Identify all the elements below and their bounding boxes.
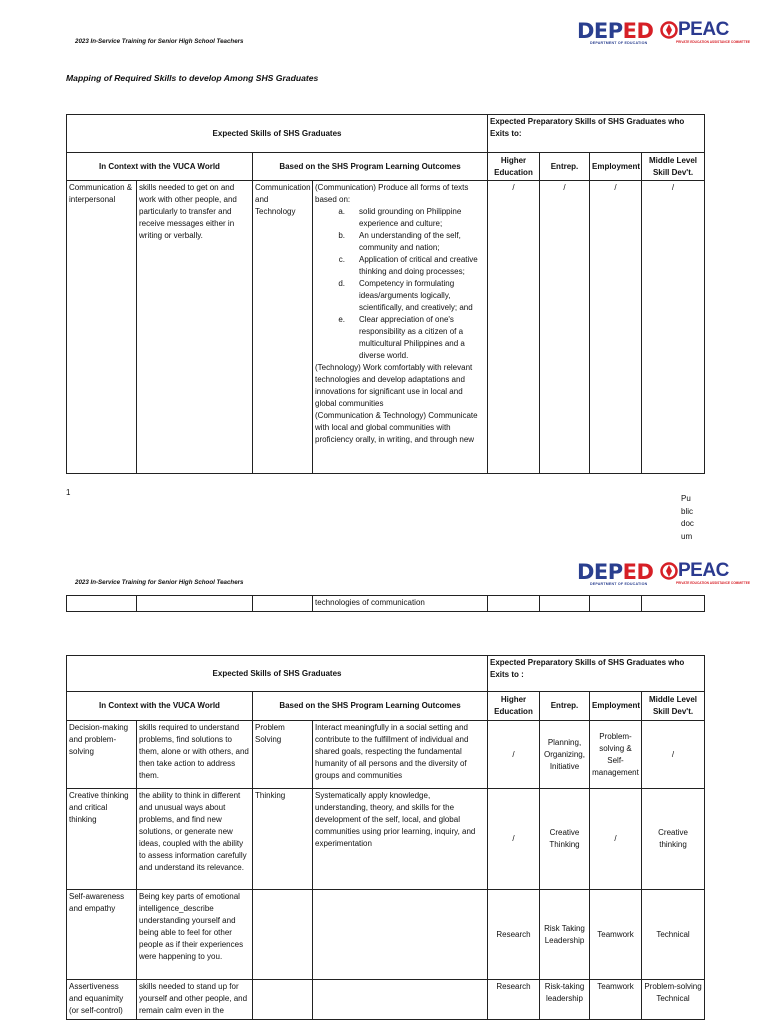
peac-subtitle: PRIVATE EDUCATION ASSISTANCE COMMITTEE bbox=[676, 40, 751, 44]
deped-logo bbox=[577, 19, 653, 43]
peac-logo-text: PEAC bbox=[678, 19, 729, 40]
middle-level-cell: / bbox=[642, 181, 705, 474]
preparatory-skills-header: Expected Preparatory Skills of SHS Graduates who Exits to: bbox=[488, 115, 705, 153]
deped-subtitle-page2: DEPARTMENT OF EDUCATION bbox=[590, 582, 648, 586]
peac-logo-page2 bbox=[660, 560, 729, 582]
list-text: An understanding of the self, community and nation; bbox=[359, 231, 461, 252]
empty-cell bbox=[253, 596, 313, 612]
peac-logo bbox=[660, 19, 729, 41]
employment-header: Employment bbox=[590, 153, 642, 181]
employment-header: Employment bbox=[590, 692, 642, 721]
outcome-cell: Interact meaningfully in a social setting and contribute to the fulfillment of individual and shared goals, respecting the fundamental humanity of all persons and the diversity of groups and communities bbox=[313, 721, 488, 789]
deped-logo-part2: ED bbox=[622, 560, 654, 584]
description-cell: the ability to think in different and unusual ways about problems, and find new solutions, or generate new ideas, coupled with the ability to assess information carefully and understand its relevance. bbox=[137, 789, 253, 890]
empty-cell bbox=[488, 596, 540, 612]
public-doc-line: um bbox=[681, 531, 693, 541]
higher-education-cell: / bbox=[488, 721, 540, 789]
outcome-intro: (Communication) Produce all forms of texts based on: bbox=[315, 183, 469, 204]
empty-cell bbox=[67, 596, 137, 612]
public-doc-line: Pu bbox=[681, 494, 691, 503]
employment-cell: Teamwork bbox=[590, 890, 642, 980]
higher-education-header: Higher Education bbox=[488, 692, 540, 721]
higher-education-header: Higher Education bbox=[488, 153, 540, 181]
skill-cell: Self-awareness and empathy bbox=[67, 890, 137, 980]
skill-cell: Communication & interpersonal bbox=[67, 181, 137, 474]
peac-subtitle-page2: PRIVATE EDUCATION ASSISTANCE COMMITTEE bbox=[676, 581, 751, 585]
middle-level-cell: Creative thinking bbox=[642, 789, 705, 890]
outcome-list-item bbox=[315, 230, 485, 254]
header-training-title-page2: 2023 In-Service Training for Senior High School Teachers bbox=[75, 579, 244, 586]
outcome-cell: Systematically apply knowledge, understanding, theory, and skills for the development of the self, local, and global communities using prior learning, inquiry, and experimentation bbox=[313, 789, 488, 890]
higher-education-cell: / bbox=[488, 181, 540, 474]
outcome-list-item bbox=[315, 314, 485, 362]
public-doc-line: blic bbox=[681, 506, 694, 516]
skill-cell: Decision-making and problem-solving bbox=[67, 721, 137, 789]
outcome-area-cell: Problem Solving bbox=[253, 721, 313, 789]
outcomes-header: Based on the SHS Program Learning Outcomes bbox=[253, 692, 488, 721]
list-text: Application of critical and creative thinking and doing processes; bbox=[359, 255, 478, 276]
deped-logo-page2 bbox=[577, 560, 653, 584]
entrep-cell: Risk-taking leadership bbox=[540, 980, 590, 1020]
expected-skills-header: Expected Skills of SHS Graduates bbox=[67, 115, 488, 153]
document-title: Mapping of Required Skills to develop Among SHS Graduates bbox=[66, 73, 319, 83]
public-doc-line: doc bbox=[681, 519, 694, 528]
outcome-list-item bbox=[315, 278, 485, 314]
description-cell: skills required to understand problems, find solutions to them, alone or with others, and then take action to address them. bbox=[137, 721, 253, 789]
higher-education-cell: Research bbox=[488, 980, 540, 1020]
list-letter: e. bbox=[338, 315, 345, 324]
outcome-cell bbox=[313, 181, 488, 474]
middle-level-header: Middle Level Skill Dev't. bbox=[642, 692, 705, 721]
description-cell: skills needed to get on and work with other people, and particularly to transfer and receive messages either in writing or verbally. bbox=[137, 181, 253, 474]
description-cell: skills needed to stand up for yourself and other people, and remain calm even in the bbox=[137, 980, 253, 1020]
public-document-label bbox=[681, 493, 695, 543]
list-letter: c. bbox=[338, 255, 345, 264]
table-row bbox=[67, 721, 705, 789]
outcome-list bbox=[315, 206, 485, 362]
table-row bbox=[67, 789, 705, 890]
outcome-list-item bbox=[315, 254, 485, 278]
outcome-cell bbox=[313, 980, 488, 1020]
higher-education-cell: Research bbox=[488, 890, 540, 980]
outcome-cell bbox=[313, 890, 488, 980]
outcome-area-cell bbox=[253, 890, 313, 980]
list-text: solid grounding on Philippine experience and culture; bbox=[359, 207, 462, 228]
continuation-text-cell: technologies of communication bbox=[313, 596, 488, 612]
skills-mapping-table-1 bbox=[66, 114, 705, 474]
middle-level-cell: Technical bbox=[642, 890, 705, 980]
description-cell: Being key parts of emotional intelligence_describe understanding yourself and being able to feel for other people as if their experiences were happening to you. bbox=[137, 890, 253, 980]
empty-cell bbox=[137, 596, 253, 612]
entrep-cell: Planning, Organizing, Initiative bbox=[540, 721, 590, 789]
higher-education-cell: / bbox=[488, 789, 540, 890]
skill-cell: Assertiveness and equanimity (or self-control) bbox=[67, 980, 137, 1020]
middle-level-cell: Problem-solving Technical bbox=[642, 980, 705, 1020]
outcome-area-cell bbox=[253, 980, 313, 1020]
continuation-table bbox=[66, 595, 705, 612]
peac-emblem-icon bbox=[660, 561, 678, 581]
list-letter: a. bbox=[338, 207, 345, 216]
outcome-technology: (Technology) Work comfortably with relevant technologies and develop adaptations and innovations for significant use in local and global communities bbox=[315, 363, 473, 408]
header-training-title: 2023 In-Service Training for Senior High School Teachers bbox=[75, 38, 244, 45]
vuca-header: In Context with the VUCA World bbox=[67, 153, 253, 181]
peac-emblem-icon bbox=[660, 20, 678, 40]
middle-level-cell: / bbox=[642, 721, 705, 789]
peac-logo-text: PEAC bbox=[678, 560, 729, 581]
employment-cell: / bbox=[590, 181, 642, 474]
preparatory-skills-header: Expected Preparatory Skills of SHS Graduates who Exits to : bbox=[488, 656, 705, 692]
entrep-header: Entrep. bbox=[540, 153, 590, 181]
entrep-cell: Risk Taking Leadership bbox=[540, 890, 590, 980]
outcomes-header: Based on the SHS Program Learning Outcomes bbox=[253, 153, 488, 181]
employment-cell: Problem-solving & Self-management bbox=[590, 721, 642, 789]
expected-skills-header: Expected Skills of SHS Graduates bbox=[67, 656, 488, 692]
page-number: 1 bbox=[66, 488, 71, 497]
vuca-header: In Context with the VUCA World bbox=[67, 692, 253, 721]
deped-logo-part1: DEP bbox=[577, 19, 623, 43]
list-letter: d. bbox=[338, 279, 345, 288]
empty-cell bbox=[642, 596, 705, 612]
list-text: Clear appreciation of one's responsibility as a citizen of a multicultural Philippines and a diverse world. bbox=[359, 315, 465, 360]
outcome-area-cell: Thinking bbox=[253, 789, 313, 890]
empty-cell bbox=[590, 596, 642, 612]
deped-logo-part2: ED bbox=[622, 19, 654, 43]
entrep-cell: / bbox=[540, 181, 590, 474]
outcome-area-cell: Communication and Technology bbox=[253, 181, 313, 474]
middle-level-header: Middle Level Skill Dev't. bbox=[642, 153, 705, 181]
table-row bbox=[67, 890, 705, 980]
employment-cell: Teamwork bbox=[590, 980, 642, 1020]
empty-cell bbox=[540, 596, 590, 612]
list-text: Competency in formulating ideas/arguments logically, scientifically, and creatively; and bbox=[359, 279, 473, 312]
entrep-cell: Creative Thinking bbox=[540, 789, 590, 890]
skills-mapping-table-2 bbox=[66, 655, 705, 1020]
list-letter: b. bbox=[338, 231, 345, 240]
outcome-comm-tech: (Communication & Technology) Communicate with local and global communities with proficiency orally, in writing, and through new bbox=[315, 411, 478, 444]
employment-cell: / bbox=[590, 789, 642, 890]
deped-logo-part1: DEP bbox=[577, 560, 623, 584]
skill-cell: Creative thinking and critical thinking bbox=[67, 789, 137, 890]
table-row bbox=[67, 980, 705, 1020]
entrep-header: Entrep. bbox=[540, 692, 590, 721]
outcome-list-item bbox=[315, 206, 485, 230]
deped-subtitle: DEPARTMENT OF EDUCATION bbox=[590, 41, 648, 45]
